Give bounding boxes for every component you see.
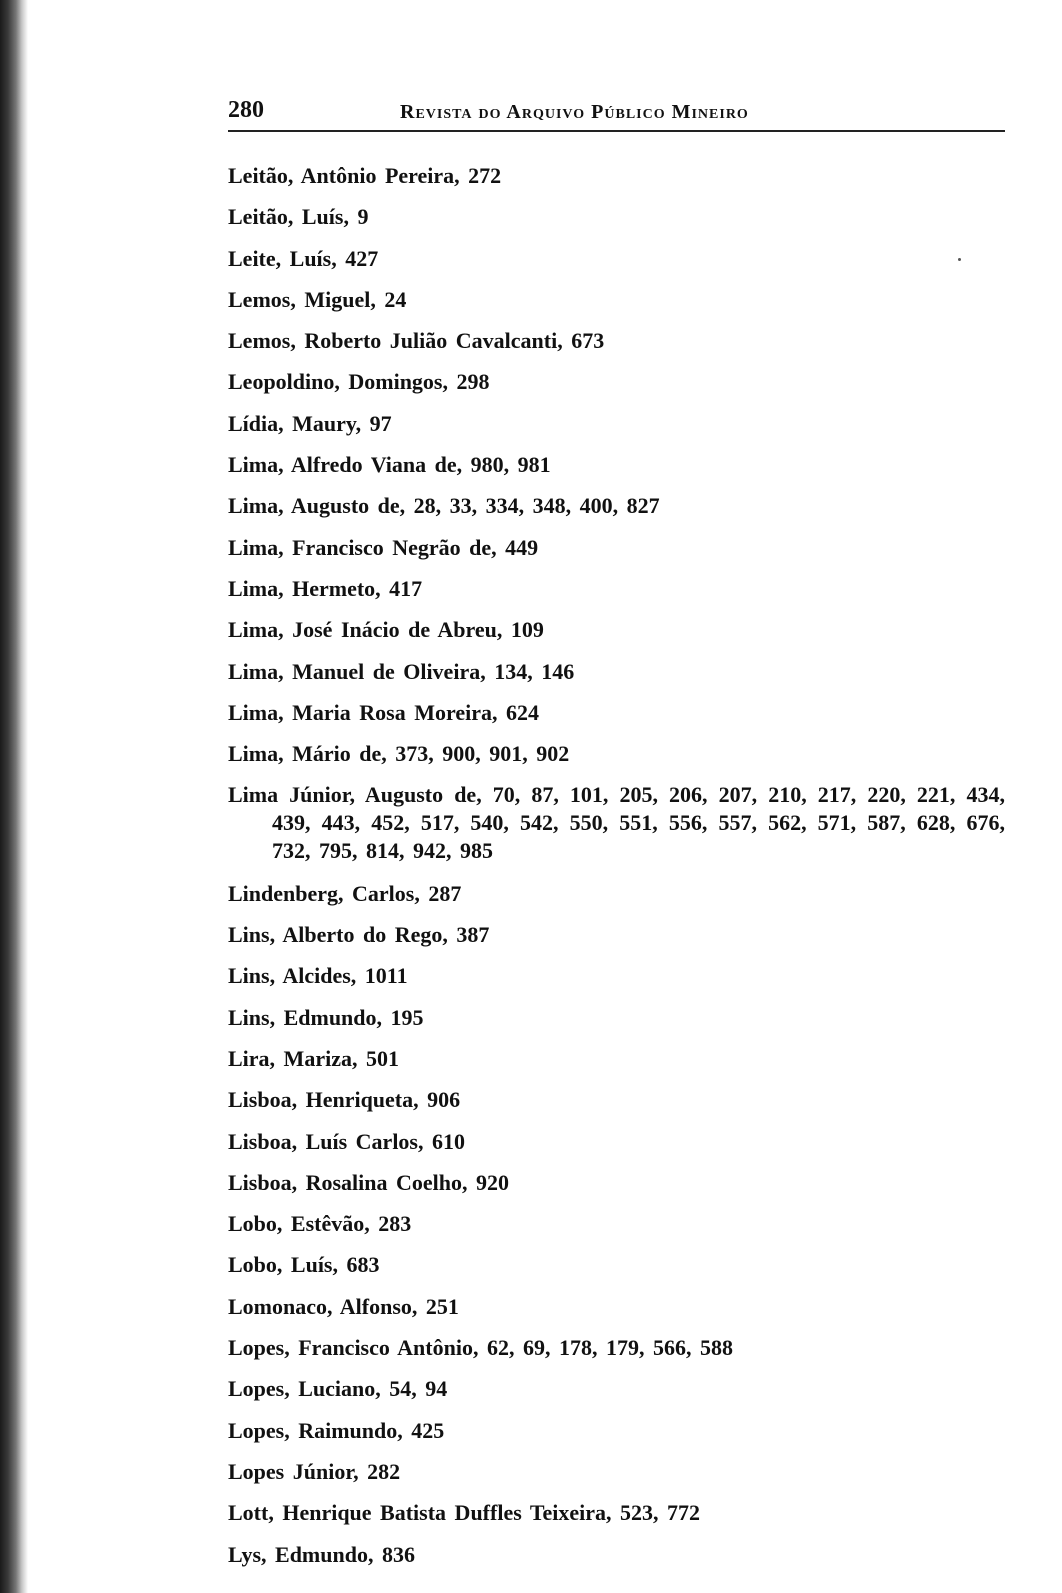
index-entry: Lindenberg, Carlos, 287 [228,880,462,906]
index-entry: Lins, Alberto do Rego, 387 [228,922,490,948]
index-entry: Lima, Alfredo Viana de, 980, 981 [228,452,551,478]
index-entry: Lisboa, Luís Carlos, 610 [228,1128,465,1154]
index-entry: Lys, Edmundo, 836 [228,1541,415,1567]
index-entry: Lima, Augusto de, 28, 33, 334, 348, 400, 827 [228,493,660,519]
index-entry: Lomonaco, Alfonso, 251 [228,1293,459,1319]
index-entry: Lemos, Roberto Julião Cavalcanti, 673 [228,328,605,354]
index-entry: Lima, Francisco Negrão de, 449 [228,534,539,560]
index-entry: Lima, Hermeto, 417 [228,575,423,601]
index-entry: Lima Júnior, Augusto de, 70, 87, 101, 205, 206, 207, 210, 217, 220, 221, 434, 439, 443, 452, 517, 540, 542, 550, 551, 556, 557, 562, 571, 587, 628, 676, 732, 795, 814, 942, 985 [228,782,1005,864]
running-title: Revista do Arquivo Público Mineiro [400,101,749,123]
index-page [228,90,1005,1567]
index-entry: Lima, Mário de, 373, 900, 901, 902 [228,741,570,767]
index-entry: Lobo, Luís, 683 [228,1252,380,1278]
index-entry: Leopoldino, Domingos, 298 [228,369,490,395]
index-entry: Leite, Luís, 427 [228,245,379,271]
index-entry: Lopes, Raimundo, 425 [228,1417,445,1443]
index-entries [228,162,1005,1582]
book-binding-edge [0,0,28,1593]
index-entry: Lira, Mariza, 501 [228,1045,399,1071]
index-entry: Lobo, Estêvão, 283 [228,1211,412,1237]
index-entry: Lopes, Luciano, 54, 94 [228,1376,448,1402]
index-entry: Lídia, Maury, 97 [228,410,392,436]
page-header [228,90,1005,132]
index-entry: Lins, Edmundo, 195 [228,1004,424,1030]
index-entry: Lopes, Francisco Antônio, 62, 69, 178, 179, 566, 588 [228,1335,733,1361]
index-entry: Lisboa, Henriqueta, 906 [228,1087,461,1113]
index-entry: Lopes Júnior, 282 [228,1458,401,1484]
index-entry: Lisboa, Rosalina Coelho, 920 [228,1169,509,1195]
index-entry: Leitão, Luís, 9 [228,204,369,230]
index-entry: Lima, Manuel de Oliveira, 134, 146 [228,658,575,684]
page-number: 280 [228,97,264,123]
index-entry: Leitão, Antônio Pereira, 272 [228,163,502,188]
index-entry: Lemos, Miguel, 24 [228,286,407,312]
index-entry: Lins, Alcides, 1011 [228,963,408,989]
index-entry: Lima, Maria Rosa Moreira, 624 [228,699,539,725]
index-entry: Lima, José Inácio de Abreu, 109 [228,617,544,643]
index-entry: Lott, Henrique Batista Duffles Teixeira, 523, 772 [228,1500,701,1526]
